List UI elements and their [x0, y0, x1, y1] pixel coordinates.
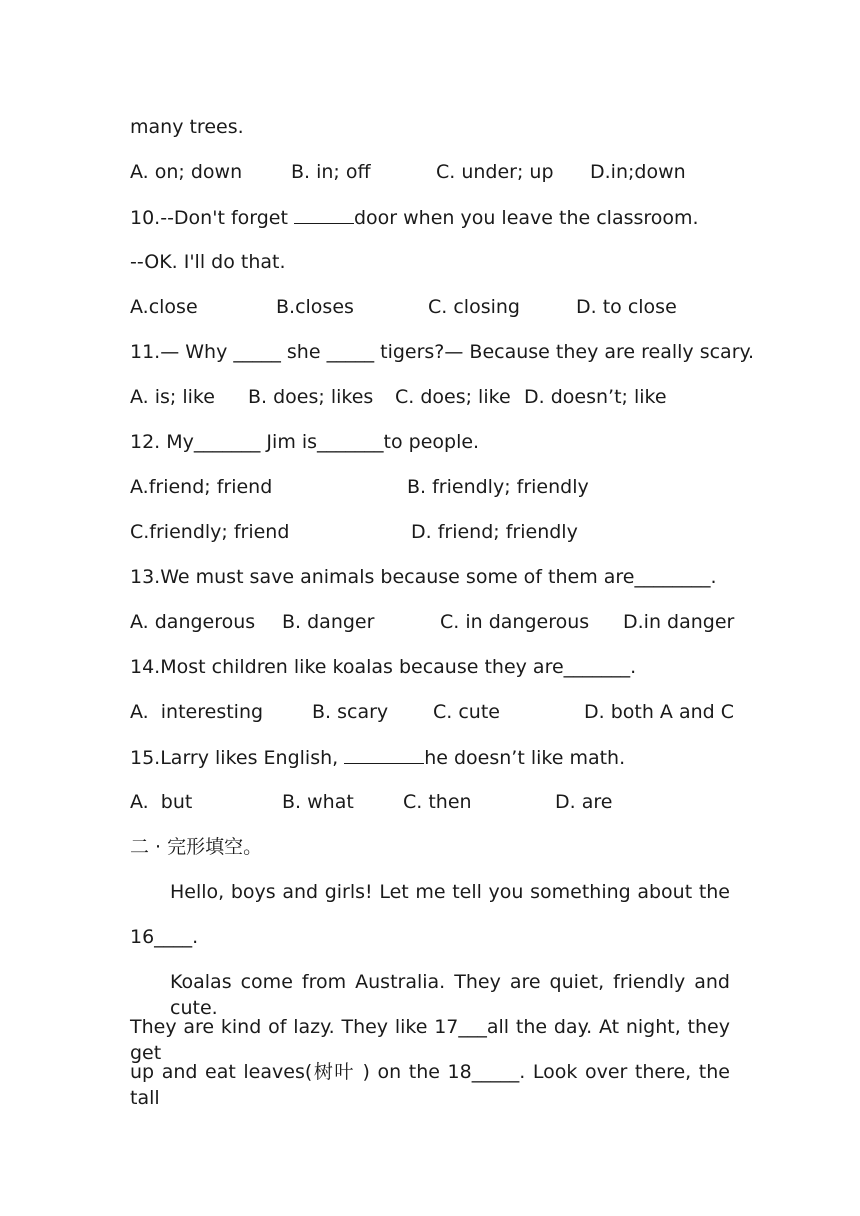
q14-option-b: B. scary	[312, 701, 389, 723]
q15-option-d: D. are	[555, 791, 613, 813]
q15-text-b: he doesn’t like math.	[424, 747, 626, 769]
q9-option-c: C. under; up	[436, 161, 554, 183]
q12-option-c: C.friendly; friend	[130, 521, 290, 543]
paragraph1-line1: Hello, boys and girls! Let me tell you something about the	[170, 881, 730, 903]
q15-text-a: 15.Larry likes English,	[130, 747, 345, 769]
q9-option-d: D.in;down	[590, 161, 686, 183]
q10-option-c: C. closing	[428, 296, 520, 318]
q9-option-b: B. in; off	[291, 161, 371, 183]
q13-option-c: C. in dangerous	[440, 611, 590, 633]
q11-option-c: C. does; like	[395, 386, 511, 408]
q15-question	[130, 744, 730, 771]
q13-option-d: D.in danger	[623, 611, 735, 633]
q14-option-a: A. interesting	[130, 701, 264, 723]
section-heading-cloze: 二 · 完形填空。	[130, 836, 263, 858]
q10-blank	[294, 204, 354, 224]
q10-question	[130, 204, 730, 231]
q9-option-a: A. on; down	[130, 161, 243, 183]
q12-option-b: B. friendly; friendly	[407, 476, 589, 498]
q10-option-b: B.closes	[276, 296, 354, 318]
q10-option-a: A.close	[130, 296, 198, 318]
q12-option-a: A.friend; friend	[130, 476, 273, 498]
q14-option-d: D. both A and C	[584, 701, 735, 723]
q15-option-b: B. what	[282, 791, 354, 813]
q10-text-b: door when you leave the classroom.	[353, 207, 699, 229]
q13-question: 13.We must save animals because some of them are________.	[130, 566, 717, 588]
q10-text-a: 10.--Don't forget	[130, 207, 294, 229]
q14-option-c: C. cute	[433, 701, 500, 723]
q15-option-c: C. then	[403, 791, 472, 813]
q14-question: 14.Most children like koalas because they are_______.	[130, 656, 637, 678]
q15-blank	[344, 744, 424, 764]
q10-reply: --OK. I'll do that.	[130, 251, 286, 273]
q11-question: 11.— Why _____ she _____ tigers?— Because they are really scary.	[130, 341, 755, 363]
paragraph1-line2: 16____.	[130, 926, 199, 948]
paragraph2-line3: up and eat leaves(树叶 ) on the 18_____. Look over there, the tall	[130, 1061, 730, 1109]
paragraph2-line1: Koalas come from Australia. They are quiet, friendly and cute.	[170, 971, 730, 1019]
q13-option-a: A. dangerous	[130, 611, 256, 633]
q12-option-d: D. friend; friendly	[411, 521, 578, 543]
q11-option-a: A. is; like	[130, 386, 215, 408]
q15-option-a: A. but	[130, 791, 193, 813]
q11-option-d: D. doesn’t; like	[524, 386, 667, 408]
q10-option-d: D. to close	[576, 296, 677, 318]
q13-option-b: B. danger	[282, 611, 375, 633]
text-line-many-trees: many trees.	[130, 116, 244, 138]
q12-question: 12. My_______ Jim is_______to people.	[130, 431, 480, 453]
paragraph2-line2: They are kind of lazy. They like 17___all the day. At night, they get	[130, 1016, 730, 1064]
q11-option-b: B. does; likes	[248, 386, 374, 408]
